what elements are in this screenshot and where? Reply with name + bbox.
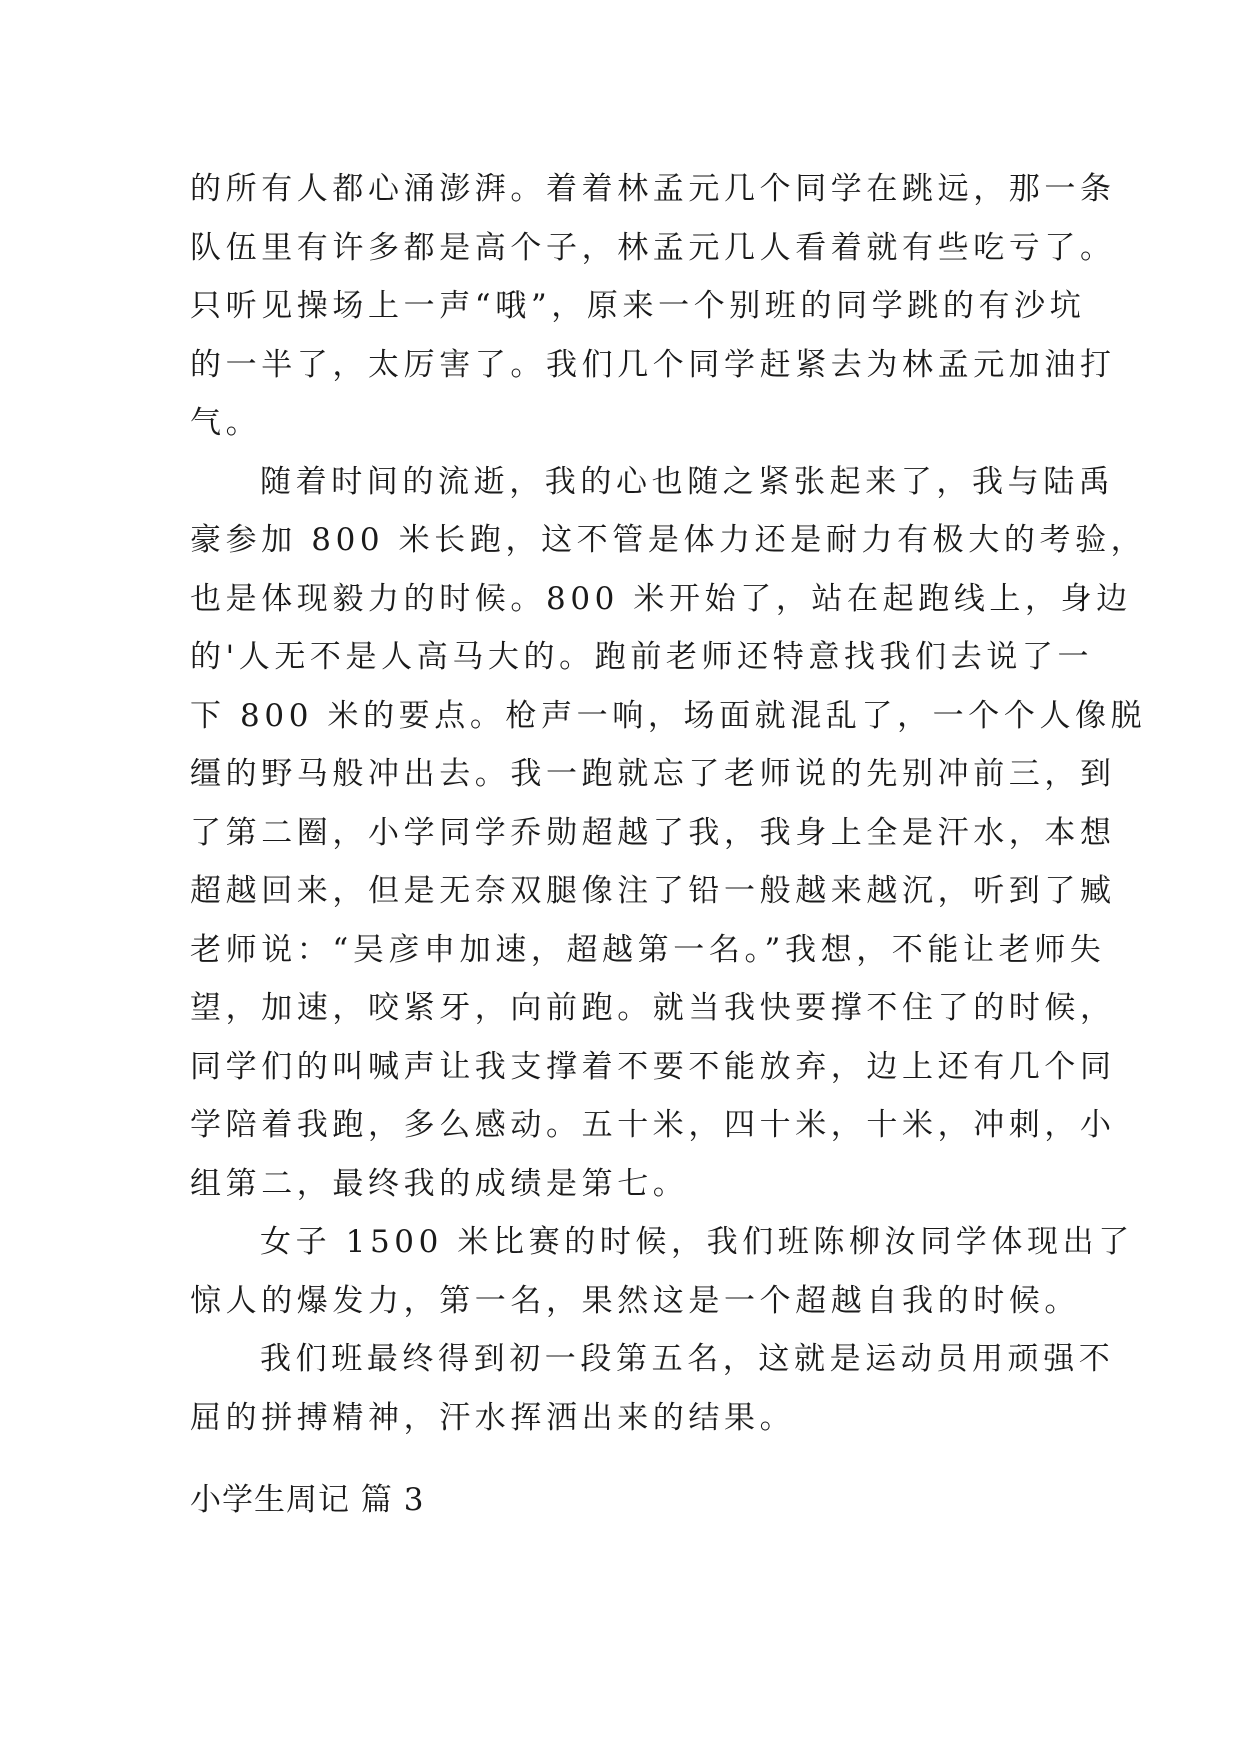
- text-line: 学陪着我跑，多么感动。五十米，四十米，十米，冲刺，小: [190, 1107, 1116, 1143]
- text-line: 豪参加 800 米长跑，这不管是体力还是耐力有极大的考验，: [190, 522, 1147, 558]
- paragraph-2: [190, 453, 1147, 1214]
- document-body: [190, 160, 1147, 1447]
- text-line: 的一半了，太厉害了。我们几个同学赶紧去为林孟元加油打: [190, 346, 1116, 383]
- text-line: 的'人无不是人高马大的。跑前老师还特意找我们去说了一: [190, 639, 1094, 675]
- text-line: 只听见操场上一声“哦”，原来一个别班的同学跳的有沙坑: [190, 288, 1086, 324]
- paragraph-1: [190, 160, 1116, 453]
- text-line: 也是体现毅力的时候。800 米开始了，站在起跑线上，身边: [190, 580, 1132, 617]
- text-line: 组第二，最终我的成绩是第七。: [190, 1165, 689, 1202]
- text-line: 队伍里有许多都是高个子，林孟元几人看着就有些吃亏了。: [190, 229, 1116, 266]
- text-line: 缰的野马般冲出去。我一跑就忘了老师说的先别冲前三，到: [190, 756, 1116, 792]
- paragraph-4: [190, 1330, 1115, 1447]
- section-heading: 小学生周记 篇 3: [190, 1482, 425, 1518]
- text-line: 的所有人都心涌澎湃。着着林孟元几个同学在跳远，那一条: [190, 171, 1116, 207]
- text-line: 屈的拼搏精神，汗水挥洒出来的结果。: [190, 1399, 796, 1436]
- text-line: 老师说：“吴彦申加速，超越第一名。”我想，不能让老师失: [190, 931, 1106, 968]
- text-line: 超越回来，但是无奈双腿像注了铅一般越来越沉，听到了臧: [190, 873, 1116, 909]
- text-line: 我们班最终得到初一段第五名，这就是运动员用顽强不: [260, 1341, 1115, 1377]
- paragraph-3: [190, 1213, 1134, 1330]
- text-line: 同学们的叫喊声让我支撑着不要不能放弃，边上还有几个同: [190, 1048, 1116, 1085]
- text-line: 气。: [190, 405, 262, 441]
- text-line: 望，加速，咬紧牙，向前跑。就当我快要撑不住了的时候，: [190, 990, 1116, 1026]
- text-line: 随着时间的流逝，我的心也随之紧张起来了，我与陆禹: [260, 463, 1115, 500]
- text-line: 了第二圈，小学同学乔勋超越了我，我身上全是汗水，本想: [190, 814, 1116, 851]
- text-line: 下 800 米的要点。枪声一响，场面就混乱了，一个个人像脱: [190, 697, 1147, 734]
- text-line: 女子 1500 米比赛的时候，我们班陈柳汝同学体现出了: [260, 1224, 1134, 1260]
- text-line: 惊人的爆发力，第一名，果然这是一个超越自我的时候。: [190, 1282, 1080, 1319]
